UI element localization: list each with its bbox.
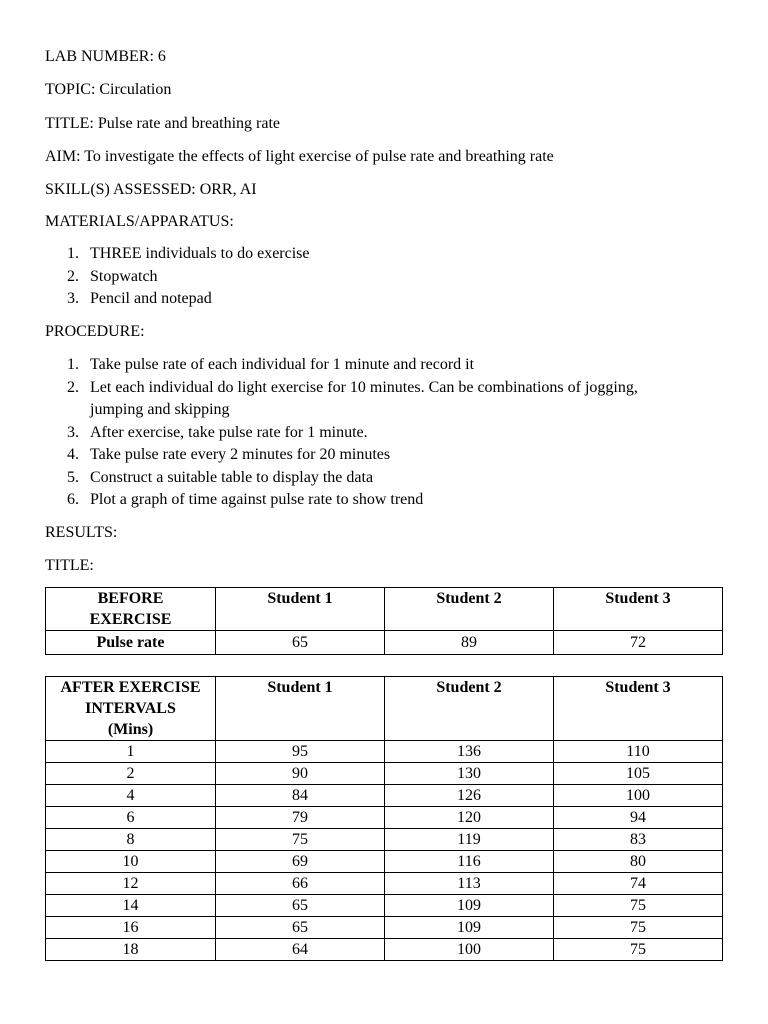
results-title: TITLE:	[45, 557, 94, 574]
table-cell: 83	[554, 829, 723, 851]
list-item-continuation: jumping and skipping	[90, 401, 230, 418]
list-item: 2. Stopwatch	[67, 267, 158, 285]
table-cell: 94	[554, 807, 723, 829]
col-header-student-1: Student 1	[216, 588, 385, 631]
table-cell: 74	[554, 873, 723, 895]
interval-cell: 2	[46, 763, 216, 785]
table-cell: 110	[554, 741, 723, 763]
table-cell: 130	[385, 763, 554, 785]
col-header-student-2: Student 2	[385, 677, 554, 741]
list-item: 2. Let each individual do light exercise for 10 minutes. Can be combinations of jogging,	[67, 378, 638, 396]
interval-cell: 8	[46, 829, 216, 851]
table-header-row	[46, 588, 723, 631]
table-cell: 105	[554, 763, 723, 785]
interval-cell: 14	[46, 895, 216, 917]
table-cell: 116	[385, 851, 554, 873]
interval-cell: 6	[46, 807, 216, 829]
col-header-student-2: Student 2	[385, 588, 554, 631]
procedure-list	[45, 354, 638, 512]
table-cell: 75	[554, 895, 723, 917]
table-cell: 66	[216, 873, 385, 895]
topic: TOPIC: Circulation	[45, 81, 172, 98]
table-cell: 100	[385, 939, 554, 961]
table-row	[46, 807, 723, 829]
table-cell: 65	[216, 917, 385, 939]
table-cell: 90	[216, 763, 385, 785]
before-header-cell: BEFORE EXERCISE	[46, 588, 216, 631]
list-item: 3. Pencil and notepad	[67, 290, 212, 307]
table-cell: 72	[554, 631, 723, 655]
aim: AIM: To investigate the effects of light exercise of pulse rate and breathing rate	[45, 148, 554, 165]
table-cell: 100	[554, 785, 723, 807]
results-heading: RESULTS:	[45, 524, 118, 541]
table-row	[46, 631, 723, 655]
table-cell: 75	[216, 829, 385, 851]
table-cell: 126	[385, 785, 554, 807]
materials-list	[45, 243, 310, 311]
table-cell: 79	[216, 807, 385, 829]
table-cell: 89	[385, 631, 554, 655]
table-row	[46, 741, 723, 763]
interval-cell: 18	[46, 939, 216, 961]
table-row	[46, 939, 723, 961]
table-cell: 80	[554, 851, 723, 873]
interval-cell: 4	[46, 785, 216, 807]
row-label-pulse-rate: Pulse rate	[46, 631, 216, 655]
list-item: 1. Take pulse rate of each individual for 1 minute and record it	[67, 356, 475, 373]
lab-number: LAB NUMBER: 6	[45, 48, 166, 65]
table-row	[46, 763, 723, 785]
col-header-student-1: Student 1	[216, 677, 385, 741]
skills-assessed: SKILL(S) ASSESSED: ORR, AI	[45, 181, 257, 198]
materials-heading: MATERIALS/APPARATUS:	[45, 213, 234, 230]
procedure-heading: PROCEDURE:	[45, 323, 145, 340]
table-cell: 136	[385, 741, 554, 763]
table-cell: 119	[385, 829, 554, 851]
table-cell: 84	[216, 785, 385, 807]
table-cell: 65	[216, 631, 385, 655]
table-cell: 75	[554, 939, 723, 961]
table-row	[46, 895, 723, 917]
col-header-student-3: Student 3	[554, 677, 723, 741]
interval-cell: 12	[46, 873, 216, 895]
table-row	[46, 873, 723, 895]
interval-cell: 16	[46, 917, 216, 939]
list-item: 4. Take pulse rate every 2 minutes for 20 minutes	[67, 446, 391, 463]
before-exercise-table	[45, 587, 723, 655]
list-item: 1. THREE individuals to do exercise	[67, 245, 310, 262]
table-row	[46, 851, 723, 873]
table-row	[46, 785, 723, 807]
table-row	[46, 917, 723, 939]
table-cell: 113	[385, 873, 554, 895]
table-cell: 120	[385, 807, 554, 829]
table-cell: 109	[385, 895, 554, 917]
table-cell: 75	[554, 917, 723, 939]
doc-title: TITLE: Pulse rate and breathing rate	[45, 115, 281, 132]
col-header-student-3: Student 3	[554, 588, 723, 631]
table-header-row	[46, 677, 723, 741]
list-item: 3. After exercise, take pulse rate for 1 minute.	[67, 423, 368, 441]
table-cell: 109	[385, 917, 554, 939]
table-row	[46, 829, 723, 851]
interval-cell: 1	[46, 741, 216, 763]
list-item: 6. Plot a graph of time against pulse rate to show trend	[67, 491, 424, 508]
after-exercise-table	[45, 676, 723, 961]
list-item: 5. Construct a suitable table to display the data	[67, 468, 374, 486]
table-cell: 95	[216, 741, 385, 763]
after-header-cell: AFTER EXERCISE INTERVALS (Mins)	[46, 677, 216, 741]
interval-cell: 10	[46, 851, 216, 873]
table-cell: 64	[216, 939, 385, 961]
table-cell: 69	[216, 851, 385, 873]
table-cell: 65	[216, 895, 385, 917]
